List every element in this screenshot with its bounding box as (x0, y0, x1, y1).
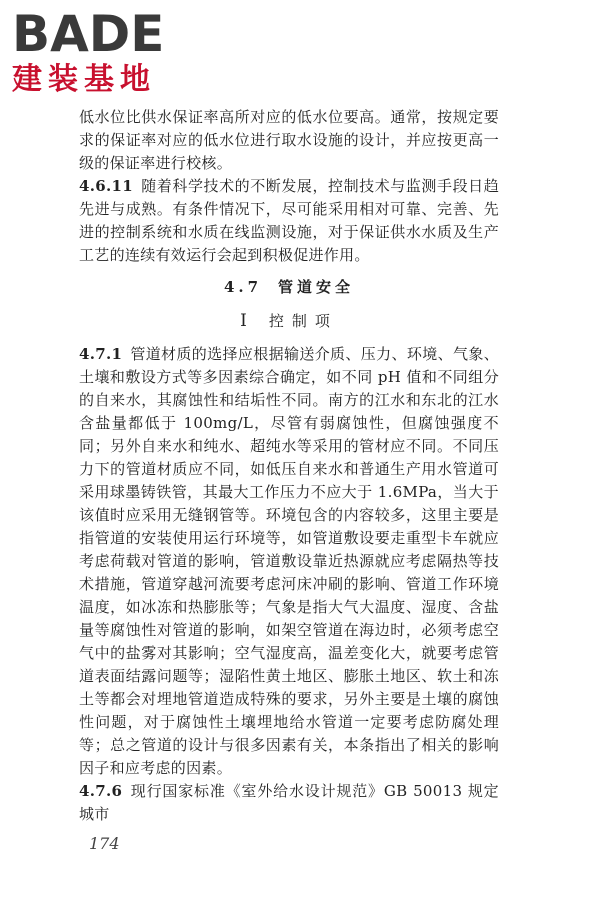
clause-text: 现行国家标准《室外给水设计规范》GB 50013 规定城市 (79, 782, 499, 823)
clause-number: 4.6.11 (79, 177, 133, 195)
section-number: 4.7 (223, 278, 263, 296)
section-heading (79, 275, 499, 299)
clause-4-6-11 (79, 175, 499, 267)
clause-number: 4.7.1 (79, 345, 123, 363)
logo-brand-chinese: 建装基地 (12, 62, 156, 97)
logo-brand-latin: BADE (12, 5, 165, 63)
subsection-roman-numeral: Ⅰ (240, 311, 255, 331)
page-number: 174 (89, 834, 120, 853)
clause-text: 管道材质的选择应根据输送介质、压力、环境、气象、土壤和敷设方式等多因素综合确定，如不同 pH 值和不同组分的自来水，其腐蚀性和结垢性不同。南方的江水和东北的江水含盐量都低于 100mg/L，尽管有弱腐蚀性，但腐蚀强度不同；另外自来水和纯水、超纯水等采用的管材应不同。不同压力下的管道材质应不同，如低压自来水和普通生产用水管道可采用球墨铸铁管，其最大工作压力不应大于 1.6MPa，当大于该值时应采用无缝钢管等。环境包含的内容较多，这里主要是指管道的安装使用运行环境等，如管道敷设要走重型卡车就应考虑荷载对管道的影响，管道敷设靠近热源就应考虑隔热等技术措施，管道穿越河流要考虑河床冲刷的影响、管道工作环境温度，如冰冻和热膨胀等；气象是指大气大温度、湿度、含盐量等腐蚀性对管道的影响，如架空管道在海边时，必须考虑空气中的盐雾对其影响；空气湿度高，温差变化大，就要考虑管道表面结露问题等；湿陷性黄土地区、膨胀土地区、软土和冻土等都会对埋地管道造成特殊的要求，另外主要是土壤的腐蚀性问题，对于腐蚀性土壤埋地给水管道一定要考虑防腐处理等；总之管道的设计与很多因素有关，本条指出了相关的影响因子和应考虑的因素。 (79, 345, 499, 777)
clause-4-7-6 (79, 780, 499, 826)
subsection-title: 控制项 (268, 312, 338, 330)
clause-4-7-1 (79, 343, 499, 780)
page-body (79, 106, 499, 826)
paragraph (79, 106, 499, 175)
clause-text: 随着科学技术的不断发展，控制技术与监测手段日趋先进与成熟。有条件情况下，尽可能采用相对可靠、完善、先进的控制系统和水质在线监测设施，对于保证供水水质及生产工艺的连续有效运行会起到积极促进作用。 (79, 177, 499, 264)
bade-logo (12, 5, 212, 98)
clause-number: 4.7.6 (79, 782, 123, 800)
subsection-heading (79, 309, 499, 333)
paragraph-text: 低水位比供水保证率高所对应的低水位要高。通常，按规定要求的保证率对应的低水位进行取水设施的设计，并应按更高一级的保证率进行校核。 (79, 108, 499, 172)
section-title: 管道安全 (278, 278, 355, 296)
